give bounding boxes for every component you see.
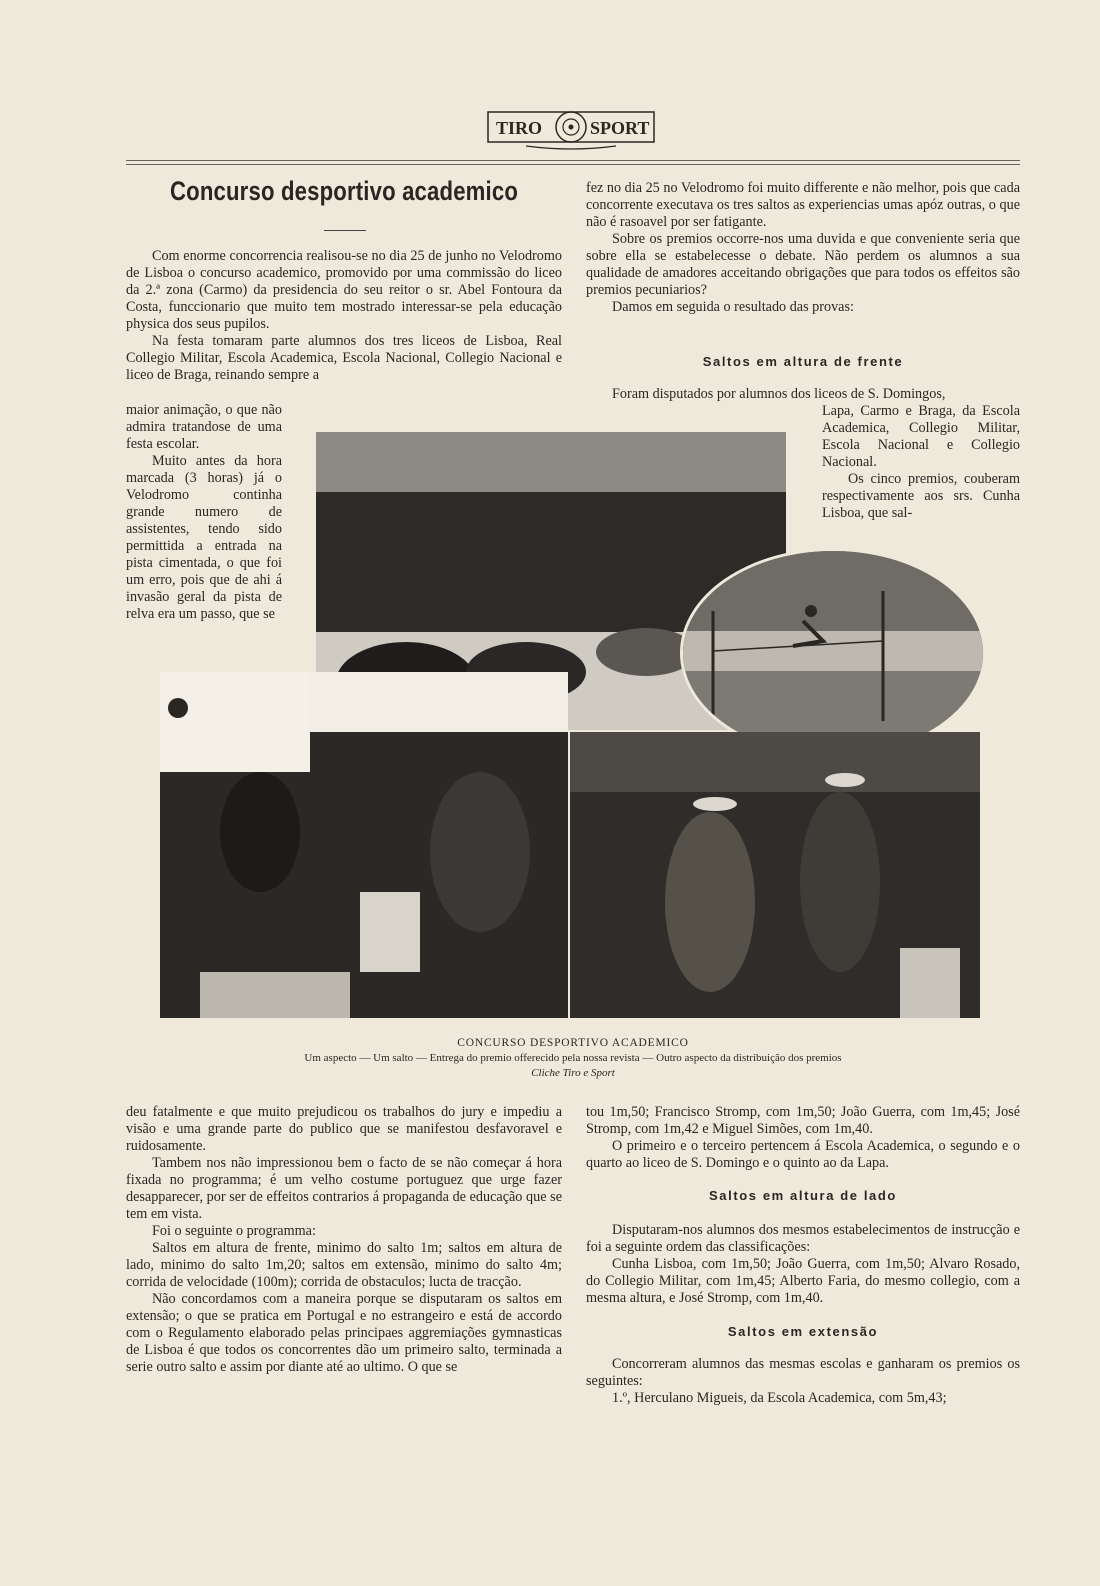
section-heading: Saltos em extensão (727, 1324, 879, 1339)
photo-caption (126, 1036, 1020, 1081)
caption-title: CONCURSO DESPORTIVO ACADEMICO (457, 1037, 689, 1049)
title-divider (324, 230, 366, 231)
paragraph: O primeiro e o terceiro pertencem á Escola Academica, o segundo e o quarto ao liceo de S. Domingo e o quinto ao da Lapa. (586, 1138, 1020, 1171)
paragraph: Sobre os premios occorre-nos uma duvida e que conveniente seria que sobre ella se estabelecesse o debate. Não perdem os alumnos a sua qualidade de amadores acceitando obrigações que para todos os effeitos são premios pecuniarios? (586, 231, 1020, 298)
bottom-right-column-b (586, 1222, 1020, 1307)
high-jump-photo (680, 548, 986, 758)
section-heading: Saltos em altura de lado (709, 1188, 897, 1203)
article-title: Concurso desportivo academico (169, 176, 519, 206)
left-column-top (126, 248, 562, 384)
paragraph: fez no dia 25 no Velodromo foi muito differente e não melhor, pois que cada concorrente executava os tres saltos as experiencias umas apóz outras, o que não é rasoavel por ser fatigante. (586, 180, 1020, 230)
paragraph: Muito antes da hora marcada (3 horas) já o Velodromo continha grande numero de assistentes, tendo sido permittida a entrada na pista cimentada, o que foi um erro, pois que de ahi á invasão geral da pista de relva era um passo, que se (126, 453, 282, 622)
photo-distribution-icon (570, 732, 980, 1018)
photo-prize-icon (160, 672, 568, 1018)
paragraph: deu fatalmente e que muito prejudicou os trabalhos do jury e impediu a visão e uma grande parte do publico que se manifestou desfavoravel e ruidosamente. (126, 1104, 562, 1154)
paragraph: Não concordamos com a maneira porque se disputaram os saltos em extensão; o que se pratica em Portugal e no estrangeiro e está de accordo com o Regulamento elaborado pelas principaes aggremiações gymnasticas de Lisboa é que todos os concorrentes dão um primeiro salto, terminada a serie outro salto e assim por diante até ao ultimo. O que se (126, 1291, 562, 1375)
right-column-mid (586, 386, 1020, 403)
paragraph: Com enorme concorrencia realisou-se no dia 25 de junho no Velodromo de Lisboa o concurso academico, promovido por uma commissão do liceo da 2.ª zona (Carmo) da presidencia do seu reitor o sr. Abel Fontoura da Costa, funccionario que muito tem mostrado interessar-se pela educação physica dos seus pupilos. (126, 248, 562, 332)
paragraph: tou 1m,50; Francisco Stromp, com 1m,50; João Guerra, com 1m,45; José Stromp, com 1m,42 e Miguel Simões, com 1m,40. (586, 1104, 1020, 1137)
masthead-logo (486, 104, 656, 152)
section-heading: Saltos em altura de frente (702, 354, 904, 369)
left-narrow-column (126, 402, 282, 623)
bottom-left-column (126, 1104, 562, 1376)
paragraph: Disputaram-nos alumnos dos mesmos estabelecimentos de instrucção e foi a seguinte ordem das classificações: (586, 1222, 1020, 1255)
paragraph: Cunha Lisboa, com 1m,50; João Guerra, com 1m,50; Alvaro Rosado, do Collegio Militar, com 1m,45; Alberto Faria, do mesmo collegio, com a mesma altura, e José Stromp, com 1m,40. (586, 1256, 1020, 1306)
bottom-right-column-c (586, 1356, 1020, 1407)
caption-credit: Cliche Tiro e Sport (531, 1067, 615, 1079)
paragraph: Concorreram alumnos das mesmas escolas e ganharam os premios os seguintes: (586, 1356, 1020, 1389)
right-narrow-column (822, 403, 1020, 522)
paragraph: Tambem nos não impressionou bem o facto de se não começar á hora fixada no programma; é um velho costume portuguez que urge fazer desapparecer, por ser de effeitos contrarios á propaganda de educação que se tem em vista. (126, 1155, 562, 1222)
prize-delivery-photo (160, 672, 568, 1018)
paragraph: Foi o seguinte o programma: (152, 1223, 316, 1239)
paragraph: maior animação, o que não admira tratandose de uma festa escolar. (126, 402, 282, 452)
prize-distribution-photo (570, 732, 980, 1018)
paragraph: Damos em seguida o resultado das provas: (612, 299, 854, 315)
paragraph: Lapa, Carmo e Braga, da Escola Academica, Collegio Militar, Escola Nacional e Collegio Nacional. (822, 403, 1020, 470)
svg-text:TIRO: TIRO (496, 118, 543, 138)
paragraph: Foram disputados por alumnos dos liceos de S. Domingos, (612, 386, 946, 402)
svg-text:SPORT: SPORT (590, 118, 650, 138)
paragraph: Os cinco premios, couberam respectivamente aos srs. Cunha Lisboa, que sal- (822, 471, 1020, 521)
right-column-top (586, 180, 1020, 316)
bottom-right-column-a (586, 1104, 1020, 1172)
paragraph: Saltos em altura de frente, minimo do salto 1m; saltos em altura de lado, minimo do salto 1m,20; saltos em extensão, minimo do salto 4m; corrida de velocidade (100m); corrida de obstaculos; lucta de tracção. (126, 1240, 562, 1290)
paragraph: Na festa tomaram parte alumnos dos tres liceos de Lisboa, Real Collegio Militar, Escola Academica, Escola Nacional, Collegio Nacional e liceo de Braga, reinando sempre a (126, 333, 562, 383)
photo-jump-icon (683, 551, 983, 755)
paragraph: 1.º, Herculano Migueis, da Escola Academica, com 5m,43; (612, 1390, 947, 1406)
header-rule (126, 160, 1020, 161)
caption-subtitle: Um aspecto — Um salto — Entrega do premio offerecido pela nossa revista — Outro aspecto da distribuição dos premios (304, 1052, 842, 1064)
header-rule-2 (126, 164, 1020, 165)
